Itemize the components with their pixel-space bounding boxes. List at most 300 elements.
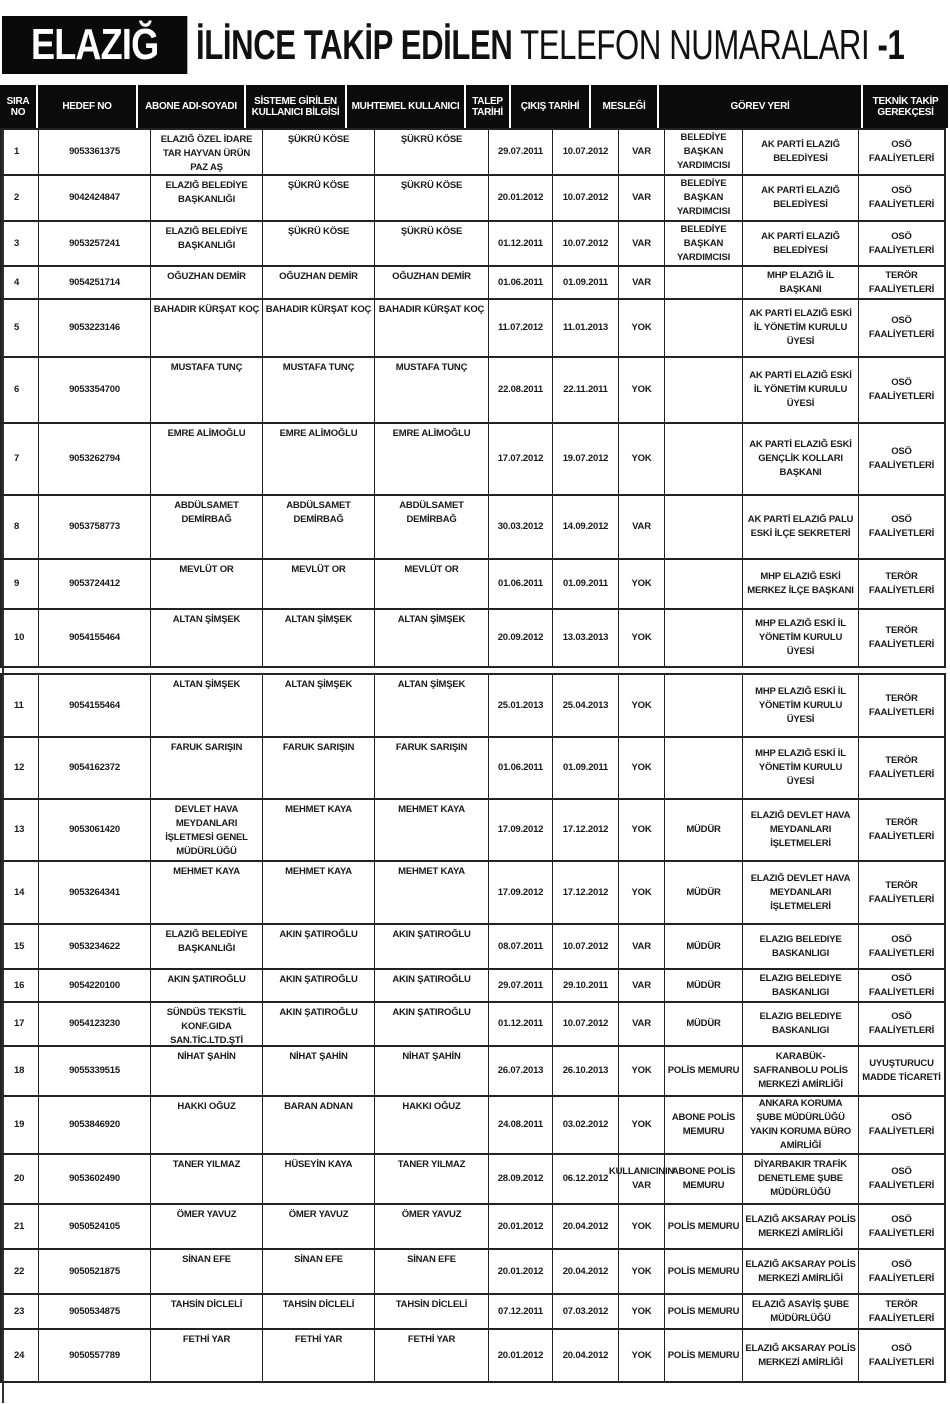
cell-muhtemel: AKIN ŞATIROĞLU	[374, 925, 488, 968]
cell-talep: 20.01.2012	[488, 1250, 552, 1293]
cell-sistem: EMRE ALİMOĞLU	[262, 424, 374, 494]
cell-hedef-no: 9055339515	[38, 1047, 150, 1095]
cell-meslek: POLİS MEMURU	[664, 1205, 742, 1248]
cell-gorev: ELAZIĞ DEVLET HAVA MEYDANLARI İŞLETMELERİ	[742, 800, 858, 860]
cell-muhtemel: OĞUZHAN DEMİR	[374, 267, 488, 298]
table-row	[0, 610, 946, 668]
cell-abone: ELAZIĞ BELEDİYE BAŞKANLIĞI	[150, 176, 262, 220]
cell-sira-no: 16	[0, 970, 38, 1001]
cell-cikis: 13.03.2013	[552, 610, 618, 666]
cell-durum: YOK	[618, 560, 664, 608]
cell-gorev: AK PARTİ ELAZIĞ ESKİ İL YÖNETİM KURULU ÜYESİ	[742, 300, 858, 356]
cell-gerekce: TERÖR FAALİYETLERİ	[858, 610, 946, 666]
cell-cikis: 06.12.2012	[552, 1155, 618, 1203]
cell-sira-no: 10	[0, 610, 38, 666]
cell-cikis: 10.07.2012	[552, 130, 618, 174]
header-meslek: MESLEĞİ	[591, 85, 659, 128]
cell-durum: YOK	[618, 300, 664, 356]
table-row	[0, 925, 946, 970]
cell-hedef-no: 9053758773	[38, 496, 150, 558]
cell-sira-no: 8	[0, 496, 38, 558]
cell-abone: ALTAN ŞİMŞEK	[150, 675, 262, 736]
cell-sistem: AKIN ŞATIROĞLU	[262, 970, 374, 1001]
cell-muhtemel: FETHİ YAR	[374, 1330, 488, 1381]
cell-sira-no: 23	[0, 1295, 38, 1328]
cell-sistem: MEVLÜT OR	[262, 560, 374, 608]
cell-gerekce: TERÖR FAALİYETLERİ	[858, 560, 946, 608]
cell-gorev: ELAZIĞ ASAYİŞ ŞUBE MÜDÜRLÜĞÜ	[742, 1295, 858, 1328]
cell-hedef-no: 9053223146	[38, 300, 150, 356]
cell-talep: 24.08.2011	[488, 1097, 552, 1153]
cell-gorev: MHP ELAZIĞ ESKİ İL YÖNETİM KURULU ÜYESİ	[742, 675, 858, 736]
cell-hedef-no: 9050524105	[38, 1205, 150, 1248]
cell-sistem: ŞÜKRÜ KÖSE	[262, 222, 374, 265]
cell-muhtemel: HAKKI OĞUZ	[374, 1097, 488, 1153]
cell-hedef-no: 9053846920	[38, 1097, 150, 1153]
cell-sira-no: 4	[0, 267, 38, 298]
cell-meslek	[664, 738, 742, 798]
cell-durum: YOK	[618, 800, 664, 860]
city-label: ELAZIĞ	[2, 16, 187, 74]
table-row	[0, 1155, 946, 1205]
cell-talep: 28.09.2012	[488, 1155, 552, 1203]
cell-meslek: MÜDÜR	[664, 800, 742, 860]
cell-hedef-no: 9053354700	[38, 358, 150, 422]
cell-sira-no: 5	[0, 300, 38, 356]
cell-muhtemel: MUSTAFA TUNÇ	[374, 358, 488, 422]
cell-talep: 01.12.2011	[488, 222, 552, 265]
cell-gerekce: OSÖ FAALİYETLERİ	[858, 925, 946, 968]
cell-sistem: ALTAN ŞİMŞEK	[262, 675, 374, 736]
cell-cikis: 25.04.2013	[552, 675, 618, 736]
cell-muhtemel: ŞÜKRÜ KÖSE	[374, 130, 488, 174]
cell-hedef-no: 9054162372	[38, 738, 150, 798]
cell-abone: FARUK SARIŞIN	[150, 738, 262, 798]
cell-muhtemel: AKIN ŞATIROĞLU	[374, 1003, 488, 1045]
cell-talep: 20.01.2012	[488, 176, 552, 220]
cell-sira-no: 20	[0, 1155, 38, 1203]
cell-durum: VAR	[618, 925, 664, 968]
cell-gorev: AK PARTİ ELAZIĞ ESKİ İL YÖNETİM KURULU ÜYESİ	[742, 358, 858, 422]
table-row	[0, 1295, 946, 1330]
cell-muhtemel: TANER YILMAZ	[374, 1155, 488, 1203]
cell-cikis: 22.11.2011	[552, 358, 618, 422]
cell-talep: 07.12.2011	[488, 1295, 552, 1328]
cell-gerekce: TERÖR FAALİYETLERİ	[858, 800, 946, 860]
table-row	[0, 1330, 946, 1383]
cell-muhtemel: ÖMER YAVUZ	[374, 1205, 488, 1248]
cell-durum: YOK	[618, 1097, 664, 1153]
cell-abone: ELAZIĞ BELEDİYE BAŞKANLIĞI	[150, 222, 262, 265]
cell-gerekce: OSÖ FAALİYETLERİ	[858, 130, 946, 174]
cell-hedef-no: 9053061420	[38, 800, 150, 860]
cell-hedef-no: 9053262794	[38, 424, 150, 494]
cell-meslek	[664, 496, 742, 558]
cell-cikis: 17.12.2012	[552, 862, 618, 923]
cell-durum: YOK	[618, 1250, 664, 1293]
cell-sistem: MEHMET KAYA	[262, 862, 374, 923]
cell-gerekce: OSÖ FAALİYETLERİ	[858, 1155, 946, 1203]
cell-durum: YOK	[618, 424, 664, 494]
cell-muhtemel: TAHSİN DİCLELİ	[374, 1295, 488, 1328]
cell-gerekce: TERÖR FAALİYETLERİ	[858, 862, 946, 923]
cell-cikis: 20.04.2012	[552, 1330, 618, 1381]
cell-durum: YOK	[618, 1295, 664, 1328]
cell-gorev: ELAZIG BELEDIYE BASKANLIGI	[742, 925, 858, 968]
cell-muhtemel: SİNAN EFE	[374, 1250, 488, 1293]
cell-abone: EMRE ALİMOĞLU	[150, 424, 262, 494]
cell-talep: 29.07.2011	[488, 970, 552, 1001]
cell-meslek: ABONE POLİS MEMURU	[664, 1155, 742, 1203]
cell-gorev: ELAZIĞ AKSARAY POLİS MERKEZİ AMİRLİĞİ	[742, 1250, 858, 1293]
cell-gerekce: TERÖR FAALİYETLERİ	[858, 738, 946, 798]
cell-cikis: 29.10.2011	[552, 970, 618, 1001]
cell-muhtemel: MEVLÜT OR	[374, 560, 488, 608]
cell-hedef-no: 9053264341	[38, 862, 150, 923]
table-row	[0, 222, 946, 267]
cell-meslek: ABONE POLİS MEMURU	[664, 1097, 742, 1153]
cell-sira-no: 11	[0, 675, 38, 736]
cell-meslek: BELEDİYE BAŞKAN YARDIMCISI	[664, 130, 742, 174]
cell-sistem: BARAN ADNAN	[262, 1097, 374, 1153]
cell-gorev: MHP ELAZIĞ ESKİ MERKEZ İLÇE BAŞKANI	[742, 560, 858, 608]
cell-sira-no: 14	[0, 862, 38, 923]
cell-cikis: 10.07.2012	[552, 176, 618, 220]
cell-sistem: AKIN ŞATIROĞLU	[262, 925, 374, 968]
cell-sira-no: 21	[0, 1205, 38, 1248]
cell-meslek	[664, 424, 742, 494]
cell-cikis: 19.07.2012	[552, 424, 618, 494]
cell-muhtemel: ALTAN ŞİMŞEK	[374, 610, 488, 666]
cell-cikis: 01.09.2011	[552, 738, 618, 798]
cell-sistem: ŞÜKRÜ KÖSE	[262, 176, 374, 220]
cell-durum: YOK	[618, 862, 664, 923]
cell-gorev: ELAZIĞ DEVLET HAVA MEYDANLARI İŞLETMELERİ	[742, 862, 858, 923]
cell-durum: YOK	[618, 1205, 664, 1248]
cell-hedef-no: 9054220100	[38, 970, 150, 1001]
table-row	[0, 1250, 946, 1295]
cell-sistem: AKIN ŞATIROĞLU	[262, 1003, 374, 1045]
cell-durum: VAR	[618, 970, 664, 1001]
table-row	[0, 738, 946, 800]
cell-gorev: MHP ELAZIĞ İL BAŞKANI	[742, 267, 858, 298]
cell-abone: ELAZIĞ BELEDİYE BAŞKANLIĞI	[150, 925, 262, 968]
cell-gorev: ELAZIĞ AKSARAY POLİS MERKEZİ AMİRLİĞİ	[742, 1330, 858, 1381]
cell-sira-no: 12	[0, 738, 38, 798]
table-row	[0, 1047, 946, 1097]
cell-muhtemel: ALTAN ŞİMŞEK	[374, 675, 488, 736]
cell-sira-no: 6	[0, 358, 38, 422]
cell-muhtemel: ŞÜKRÜ KÖSE	[374, 176, 488, 220]
cell-sira-no: 1	[0, 130, 38, 174]
cell-talep: 26.07.2013	[488, 1047, 552, 1095]
cell-gerekce: OSÖ FAALİYETLERİ	[858, 1330, 946, 1381]
cell-gorev: ANKARA KORUMA ŞUBE MÜDÜRLÜĞÜ YAKIN KORUMA BÜRO AMİRLİĞİ	[742, 1097, 858, 1153]
cell-meslek	[664, 610, 742, 666]
cell-gorev: AK PARTİ ELAZIĞ BELEDİYESİ	[742, 222, 858, 265]
cell-sistem: OĞUZHAN DEMİR	[262, 267, 374, 298]
cell-durum: VAR	[618, 176, 664, 220]
cell-cikis: 01.09.2011	[552, 560, 618, 608]
table-row	[0, 673, 946, 738]
header-cikis: ÇIKIŞ TARİHİ	[511, 85, 591, 128]
table-row	[0, 1097, 946, 1155]
cell-gerekce: TERÖR FAALİYETLERİ	[858, 267, 946, 298]
cell-muhtemel: MEHMET KAYA	[374, 800, 488, 860]
cell-talep: 17.07.2012	[488, 424, 552, 494]
cell-gerekce: OSÖ FAALİYETLERİ	[858, 970, 946, 1001]
cell-gorev: AK PARTİ ELAZIĞ PALU ESKİ İLÇE SEKRETERİ	[742, 496, 858, 558]
cell-sira-no: 3	[0, 222, 38, 265]
cell-talep: 20.01.2012	[488, 1205, 552, 1248]
cell-cikis: 20.04.2012	[552, 1250, 618, 1293]
cell-abone: ALTAN ŞİMŞEK	[150, 610, 262, 666]
cell-meslek	[664, 300, 742, 356]
cell-sira-no: 18	[0, 1047, 38, 1095]
cell-sistem: HÜSEYİN KAYA	[262, 1155, 374, 1203]
cell-meslek	[664, 267, 742, 298]
table-row	[0, 424, 946, 496]
cell-hedef-no: 9053234622	[38, 925, 150, 968]
cell-gorev: KARABÜK-SAFRANBOLU POLİS MERKEZİ AMİRLİĞİ	[742, 1047, 858, 1095]
cell-talep: 01.06.2011	[488, 560, 552, 608]
cell-cikis: 11.01.2013	[552, 300, 618, 356]
cell-talep: 30.03.2012	[488, 496, 552, 558]
cell-abone: OĞUZHAN DEMİR	[150, 267, 262, 298]
cell-meslek	[664, 358, 742, 422]
table-row	[0, 800, 946, 862]
cell-hedef-no: 9050557789	[38, 1330, 150, 1381]
cell-meslek: MÜDÜR	[664, 925, 742, 968]
cell-gerekce: UYUŞTURUCU MADDE TİCARETİ	[858, 1047, 946, 1095]
title-text	[196, 18, 904, 72]
cell-muhtemel: MEHMET KAYA	[374, 862, 488, 923]
cell-abone: BAHADIR KÜRŞAT KOÇ	[150, 300, 262, 356]
cell-muhtemel: AKIN ŞATIROĞLU	[374, 970, 488, 1001]
cell-gerekce: OSÖ FAALİYETLERİ	[858, 1250, 946, 1293]
cell-talep: 25.01.2013	[488, 675, 552, 736]
cell-talep: 20.09.2012	[488, 610, 552, 666]
cell-sira-no: 24	[0, 1330, 38, 1381]
cell-gerekce: OSÖ FAALİYETLERİ	[858, 300, 946, 356]
cell-durum: VAR	[618, 496, 664, 558]
cell-durum: VAR	[618, 1003, 664, 1045]
table-row	[0, 300, 946, 358]
table-row	[0, 496, 946, 560]
header-sistem: SİSTEME GİRİLEN KULLANICI BİLGİSİ	[246, 85, 347, 128]
cell-sira-no: 22	[0, 1250, 38, 1293]
cell-talep: 11.07.2012	[488, 300, 552, 356]
cell-gerekce: OSÖ FAALİYETLERİ	[858, 222, 946, 265]
table-row	[0, 1205, 946, 1250]
header-muhtemel: MUHTEMEL KULLANICI	[347, 85, 466, 128]
cell-sira-no: 7	[0, 424, 38, 494]
cell-cikis: 10.07.2012	[552, 222, 618, 265]
cell-cikis: 26.10.2013	[552, 1047, 618, 1095]
cell-durum: KULLANICININ VAR	[618, 1155, 664, 1203]
cell-sistem: SİNAN EFE	[262, 1250, 374, 1293]
cell-talep: 08.07.2011	[488, 925, 552, 968]
cell-sistem: MUSTAFA TUNÇ	[262, 358, 374, 422]
cell-gerekce: OSÖ FAALİYETLERİ	[858, 424, 946, 494]
table-row	[0, 560, 946, 610]
cell-durum: YOK	[618, 738, 664, 798]
cell-durum: VAR	[618, 267, 664, 298]
cell-talep: 22.08.2011	[488, 358, 552, 422]
cell-hedef-no: 9050534875	[38, 1295, 150, 1328]
cell-abone: ABDÜLSAMET DEMİRBAĞ	[150, 496, 262, 558]
cell-abone: FETHİ YAR	[150, 1330, 262, 1381]
cell-gerekce: TERÖR FAALİYETLERİ	[858, 675, 946, 736]
cell-sistem: ABDÜLSAMET DEMİRBAĞ	[262, 496, 374, 558]
cell-hedef-no: 9054155464	[38, 675, 150, 736]
cell-sistem: NİHAT ŞAHİN	[262, 1047, 374, 1095]
cell-sistem: ŞÜKRÜ KÖSE	[262, 130, 374, 174]
header-hedef-no: HEDEF NO	[38, 85, 138, 128]
cell-gorev: AK PARTİ ELAZIĞ BELEDİYESİ	[742, 130, 858, 174]
cell-gorev: MHP ELAZIĞ ESKİ İL YÖNETİM KURULU ÜYESİ	[742, 738, 858, 798]
cell-talep: 01.12.2011	[488, 1003, 552, 1045]
cell-meslek: MÜDÜR	[664, 970, 742, 1001]
table-row	[0, 358, 946, 424]
cell-gerekce: OSÖ FAALİYETLERİ	[858, 1003, 946, 1045]
cell-sistem: BAHADIR KÜRŞAT KOÇ	[262, 300, 374, 356]
title-bold-part: İLİNCE TAKİP EDİLEN	[196, 21, 513, 68]
cell-abone: TAHSİN DİCLELİ	[150, 1295, 262, 1328]
cell-sistem: ÖMER YAVUZ	[262, 1205, 374, 1248]
table-row	[0, 862, 946, 925]
table-header	[0, 85, 948, 128]
cell-durum: YOK	[618, 610, 664, 666]
cell-sira-no: 2	[0, 176, 38, 220]
cell-hedef-no: 9054123230	[38, 1003, 150, 1045]
cell-cikis: 14.09.2012	[552, 496, 618, 558]
cell-talep: 01.06.2011	[488, 267, 552, 298]
cell-gorev: DİYARBAKIR TRAFİK DENETLEME ŞUBE MÜDÜRLÜĞÜ	[742, 1155, 858, 1203]
cell-abone: HAKKI OĞUZ	[150, 1097, 262, 1153]
cell-gerekce: TERÖR FAALİYETLERİ	[858, 1295, 946, 1328]
cell-meslek: BELEDİYE BAŞKAN YARDIMCISI	[664, 222, 742, 265]
cell-muhtemel: BAHADIR KÜRŞAT KOÇ	[374, 300, 488, 356]
cell-meslek: MÜDÜR	[664, 1003, 742, 1045]
cell-gerekce: OSÖ FAALİYETLERİ	[858, 1205, 946, 1248]
table-row	[0, 970, 946, 1003]
cell-cikis: 07.03.2012	[552, 1295, 618, 1328]
cell-durum: VAR	[618, 222, 664, 265]
cell-gorev: ELAZIG BELEDIYE BASKANLIGI	[742, 1003, 858, 1045]
cell-cikis: 17.12.2012	[552, 800, 618, 860]
cell-meslek: POLİS MEMURU	[664, 1047, 742, 1095]
cell-meslek: MÜDÜR	[664, 862, 742, 923]
cell-talep: 01.06.2011	[488, 738, 552, 798]
cell-abone: DEVLET HAVA MEYDANLARI İŞLETMESİ GENEL MÜDÜRLÜĞÜ	[150, 800, 262, 860]
cell-gerekce: OSÖ FAALİYETLERİ	[858, 176, 946, 220]
title-number: -1	[877, 21, 905, 68]
cell-gorev: AK PARTİ ELAZIĞ ESKİ GENÇLİK KOLLARI BAŞKANI	[742, 424, 858, 494]
cell-talep: 17.09.2012	[488, 862, 552, 923]
cell-sira-no: 15	[0, 925, 38, 968]
cell-talep: 20.01.2012	[488, 1330, 552, 1381]
cell-sira-no: 17	[0, 1003, 38, 1045]
cell-sistem: FETHİ YAR	[262, 1330, 374, 1381]
cell-abone: MUSTAFA TUNÇ	[150, 358, 262, 422]
cell-abone: MEHMET KAYA	[150, 862, 262, 923]
cell-hedef-no: 9042424847	[38, 176, 150, 220]
cell-cikis: 20.04.2012	[552, 1205, 618, 1248]
cell-gerekce: OSÖ FAALİYETLERİ	[858, 1097, 946, 1153]
cell-gorev: ELAZIG BELEDIYE BASKANLIGI	[742, 970, 858, 1001]
cell-abone: TANER YILMAZ	[150, 1155, 262, 1203]
title-light-part: TELEFON NUMARALARI	[520, 21, 870, 68]
cell-durum: YOK	[618, 358, 664, 422]
cell-hedef-no: 9053361375	[38, 130, 150, 174]
cell-sistem: MEHMET KAYA	[262, 800, 374, 860]
cell-hedef-no: 9050521875	[38, 1250, 150, 1293]
cell-muhtemel: FARUK SARIŞIN	[374, 738, 488, 798]
cell-meslek	[664, 560, 742, 608]
cell-abone: MEVLÜT OR	[150, 560, 262, 608]
cell-meslek: BELEDİYE BAŞKAN YARDIMCISI	[664, 176, 742, 220]
cell-meslek: POLİS MEMURU	[664, 1330, 742, 1381]
cell-cikis: 03.02.2012	[552, 1097, 618, 1153]
cell-hedef-no: 9053602490	[38, 1155, 150, 1203]
cell-meslek	[664, 675, 742, 736]
cell-gorev: AK PARTİ ELAZIĞ BELEDİYESİ	[742, 176, 858, 220]
cell-talep: 29.07.2011	[488, 130, 552, 174]
cell-abone: AKIN ŞATIROĞLU	[150, 970, 262, 1001]
cell-gorev: ELAZIĞ AKSARAY POLİS MERKEZİ AMİRLİĞİ	[742, 1205, 858, 1248]
header-gerekce: TEKNİK TAKİP GEREKÇESİ	[863, 85, 948, 128]
cell-meslek: POLİS MEMURU	[664, 1250, 742, 1293]
cell-sistem: TAHSİN DİCLELİ	[262, 1295, 374, 1328]
cell-abone: SİNAN EFE	[150, 1250, 262, 1293]
cell-sistem: FARUK SARIŞIN	[262, 738, 374, 798]
cell-durum: VAR	[618, 130, 664, 174]
table-row	[0, 1003, 946, 1047]
cell-durum: YOK	[618, 1330, 664, 1381]
header-sira-no: SIRA NO	[0, 85, 38, 128]
table-row	[0, 128, 946, 176]
cell-durum: YOK	[618, 1047, 664, 1095]
cell-abone: SÜNDÜS TEKSTİL KONF.GIDA SAN.TİC.LTD.ŞTİ	[150, 1003, 262, 1045]
cell-gorev: MHP ELAZIĞ ESKİ İL YÖNETİM KURULU ÜYESİ	[742, 610, 858, 666]
cell-gerekce: OSÖ FAALİYETLERİ	[858, 496, 946, 558]
cell-hedef-no: 9054251714	[38, 267, 150, 298]
table-row	[0, 267, 946, 300]
cell-cikis: 10.07.2012	[552, 1003, 618, 1045]
cell-talep: 17.09.2012	[488, 800, 552, 860]
header-gorev: GÖREV YERİ	[659, 85, 863, 128]
cell-hedef-no: 9053724412	[38, 560, 150, 608]
cell-muhtemel: ŞÜKRÜ KÖSE	[374, 222, 488, 265]
cell-abone: ÖMER YAVUZ	[150, 1205, 262, 1248]
cell-gerekce: OSÖ FAALİYETLERİ	[858, 358, 946, 422]
cell-sira-no: 19	[0, 1097, 38, 1153]
cell-sistem: ALTAN ŞİMŞEK	[262, 610, 374, 666]
header-abone: ABONE ADI-SOYADI	[138, 85, 246, 128]
cell-hedef-no: 9054155464	[38, 610, 150, 666]
cell-meslek: POLİS MEMURU	[664, 1295, 742, 1328]
page-title	[0, 14, 950, 76]
cell-abone: NİHAT ŞAHİN	[150, 1047, 262, 1095]
cell-muhtemel: NİHAT ŞAHİN	[374, 1047, 488, 1095]
cell-hedef-no: 9053257241	[38, 222, 150, 265]
cell-sira-no: 9	[0, 560, 38, 608]
cell-muhtemel: EMRE ALİMOĞLU	[374, 424, 488, 494]
cell-abone: ELAZIĞ ÖZEL İDARE TAR HAYVAN ÜRÜN PAZ AŞ	[150, 130, 262, 174]
table-row	[0, 176, 946, 222]
header-talep: TALEP TARİHİ	[466, 85, 511, 128]
